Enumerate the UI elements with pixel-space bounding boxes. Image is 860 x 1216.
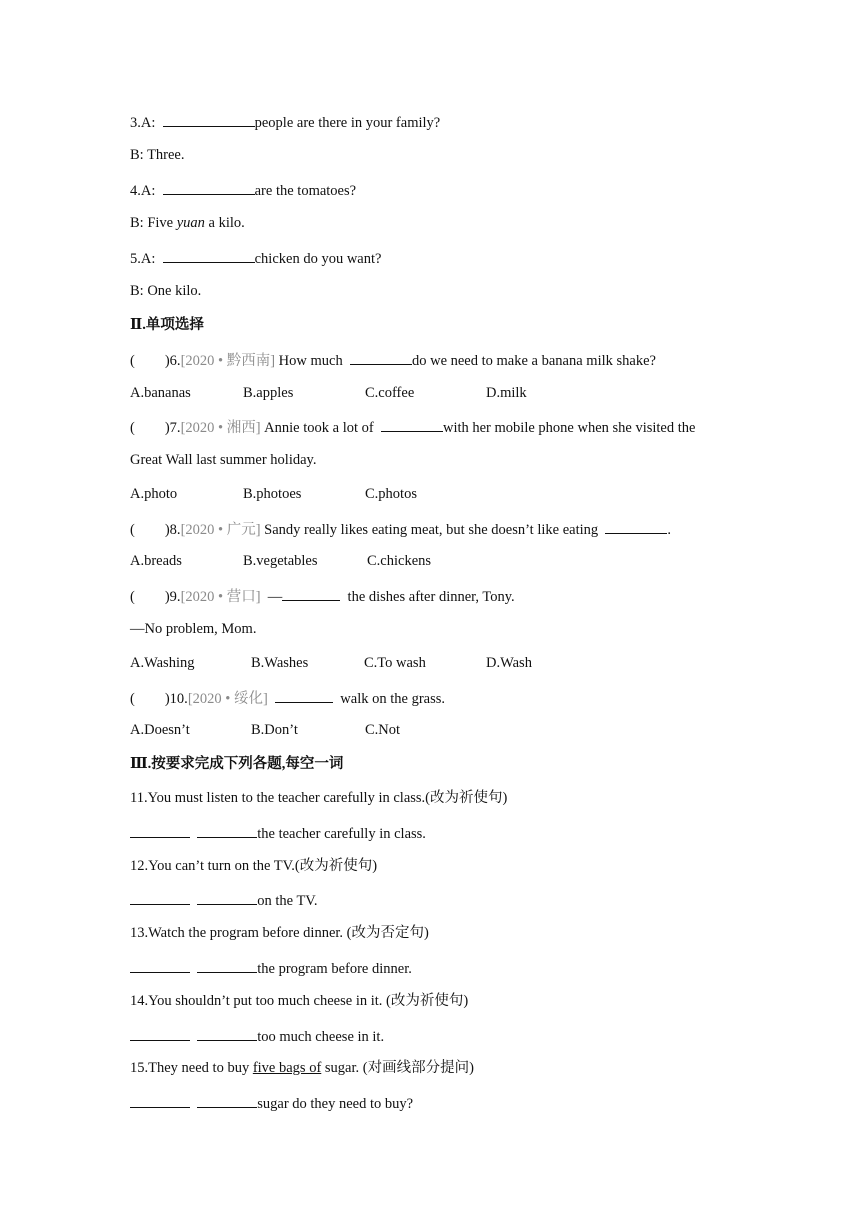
- q8-pre: Sandy really likes eating meat, but she doesn’t like eating: [264, 522, 599, 538]
- q7-post: with her mobile phone when she visited the: [442, 420, 696, 436]
- q3-prefix: 3.A:: [130, 115, 156, 131]
- q10-source: [2020 • 绥化]: [187, 691, 268, 707]
- q4-answer-italic: yuan: [176, 215, 205, 231]
- q9-dash: —: [267, 589, 283, 605]
- q9-blank[interactable]: [282, 585, 340, 601]
- q4-answer-pre: B: Five: [130, 215, 174, 231]
- q15-pre: 15.They need to buy: [130, 1060, 250, 1076]
- q11-answer-line: [130, 822, 426, 844]
- q12-blank-2[interactable]: [197, 889, 257, 905]
- q9-option-d[interactable]: D.Wash: [486, 655, 532, 671]
- q11-blank-2[interactable]: [197, 822, 257, 838]
- q8-option-b[interactable]: B.vegetables: [243, 553, 318, 569]
- q10-option-c[interactable]: C.Not: [365, 722, 401, 738]
- q7-number: )7.: [164, 420, 181, 436]
- q11-question: 11.You must listen to the teacher carefully in class.(改为祈使句): [130, 790, 508, 806]
- q10-option-b[interactable]: B.Don’t: [251, 722, 298, 738]
- q13-answer-line: [130, 957, 412, 979]
- q9-question: [130, 585, 515, 607]
- q11-answer-text: the teacher carefully in class.: [257, 826, 426, 842]
- q15-answer-line: [130, 1092, 413, 1114]
- q5-prefix: 5.A:: [130, 251, 156, 267]
- q9-number: )9.: [164, 589, 181, 605]
- q13-blank-1[interactable]: [130, 957, 190, 973]
- q6-blank[interactable]: [350, 349, 412, 365]
- q13-question: 13.Watch the program before dinner. (改为否定句): [130, 925, 429, 941]
- q5-blank[interactable]: [163, 247, 255, 263]
- q15-question: [130, 1058, 474, 1078]
- q14-answer-text: too much cheese in it.: [257, 1029, 385, 1045]
- q6-option-c[interactable]: C.coffee: [365, 385, 415, 401]
- q3-blank[interactable]: [163, 111, 255, 127]
- q13-answer-text: the program before dinner.: [257, 961, 412, 977]
- q8-option-c[interactable]: C.chickens: [367, 553, 432, 569]
- q4-answer-post: a kilo.: [208, 215, 245, 231]
- q14-blank-1[interactable]: [130, 1025, 190, 1041]
- q12-question: 12.You can’t turn on the TV.(改为祈使句): [130, 858, 378, 874]
- q14-answer-line: [130, 1025, 384, 1047]
- q4-prefix: 4.A:: [130, 183, 156, 199]
- q12-answer-line: [130, 889, 318, 911]
- q8-paren: (: [130, 522, 135, 538]
- q7-option-c[interactable]: C.photos: [365, 486, 417, 502]
- q8-option-a[interactable]: A.breads: [130, 553, 182, 569]
- q15-blank-1[interactable]: [130, 1092, 190, 1108]
- q5-text: chicken do you want?: [254, 251, 382, 267]
- q6-source: [2020 • 黔西南]: [180, 353, 276, 369]
- section-2-title: Ⅱ.单项选择: [130, 317, 204, 333]
- q5-question: [130, 247, 381, 269]
- q6-option-b[interactable]: B.apples: [243, 385, 294, 401]
- q7-question: [130, 416, 695, 438]
- q3-text: people are there in your family?: [254, 115, 441, 131]
- q8-question: [130, 518, 671, 540]
- q9-option-b[interactable]: B.Washes: [251, 655, 309, 671]
- q7-blank[interactable]: [381, 416, 443, 432]
- q4-answer: [130, 213, 245, 233]
- q8-post: .: [667, 522, 671, 538]
- q12-blank-1[interactable]: [130, 889, 190, 905]
- q6-post: do we need to make a banana milk shake?: [411, 353, 656, 369]
- q6-question: [130, 349, 656, 371]
- q6-pre: How much: [278, 353, 343, 369]
- q15-post: sugar. (对画线部分提问): [324, 1060, 474, 1076]
- q14-question: 14.You shouldn’t put too much cheese in it. (改为祈使句): [130, 993, 469, 1009]
- q7-source: [2020 • 湘西]: [180, 420, 261, 436]
- q11-blank-1[interactable]: [130, 822, 190, 838]
- q7-question-line2: Great Wall last summer holiday.: [130, 452, 317, 468]
- q14-blank-2[interactable]: [197, 1025, 257, 1041]
- q9-option-c[interactable]: C.To wash: [364, 655, 426, 671]
- q10-paren: (: [130, 691, 135, 707]
- q5-answer: B: One kilo.: [130, 283, 202, 299]
- q10-question: [130, 687, 445, 709]
- q6-number: )6.: [164, 353, 181, 369]
- q7-pre: Annie took a lot of: [264, 420, 374, 436]
- q15-answer-text: sugar do they need to buy?: [257, 1096, 414, 1112]
- q12-answer-text: on the TV.: [257, 893, 318, 909]
- q7-option-a[interactable]: A.photo: [130, 486, 178, 502]
- q9-paren: (: [130, 589, 135, 605]
- section-3-title: Ⅲ.按要求完成下列各题,每空一词: [130, 756, 344, 772]
- q8-number: )8.: [164, 522, 181, 538]
- q6-option-d[interactable]: D.milk: [486, 385, 527, 401]
- q10-option-a[interactable]: A.Doesn’t: [130, 722, 190, 738]
- q7-paren: (: [130, 420, 135, 436]
- q8-source: [2020 • 广元]: [180, 522, 261, 538]
- q15-blank-2[interactable]: [197, 1092, 257, 1108]
- q4-blank[interactable]: [163, 179, 255, 195]
- q4-text: are the tomatoes?: [254, 183, 357, 199]
- q3-question: [130, 111, 440, 133]
- q9-option-a[interactable]: A.Washing: [130, 655, 195, 671]
- q3-answer: B: Three.: [130, 147, 185, 163]
- q8-blank[interactable]: [605, 518, 667, 534]
- q13-blank-2[interactable]: [197, 957, 257, 973]
- q10-blank[interactable]: [275, 687, 333, 703]
- q7-option-b[interactable]: B.photoes: [243, 486, 302, 502]
- q6-option-a[interactable]: A.bananas: [130, 385, 191, 401]
- q10-number: )10.: [164, 691, 188, 707]
- q10-post: walk on the grass.: [340, 691, 445, 707]
- q9-source: [2020 • 营口]: [180, 589, 261, 605]
- q9-post: the dishes after dinner, Tony.: [347, 589, 515, 605]
- q15-underlined-part: five bags of: [252, 1060, 322, 1076]
- q9-reply: —No problem, Mom.: [130, 621, 257, 637]
- q6-paren: (: [130, 353, 135, 369]
- q4-question: [130, 179, 356, 201]
